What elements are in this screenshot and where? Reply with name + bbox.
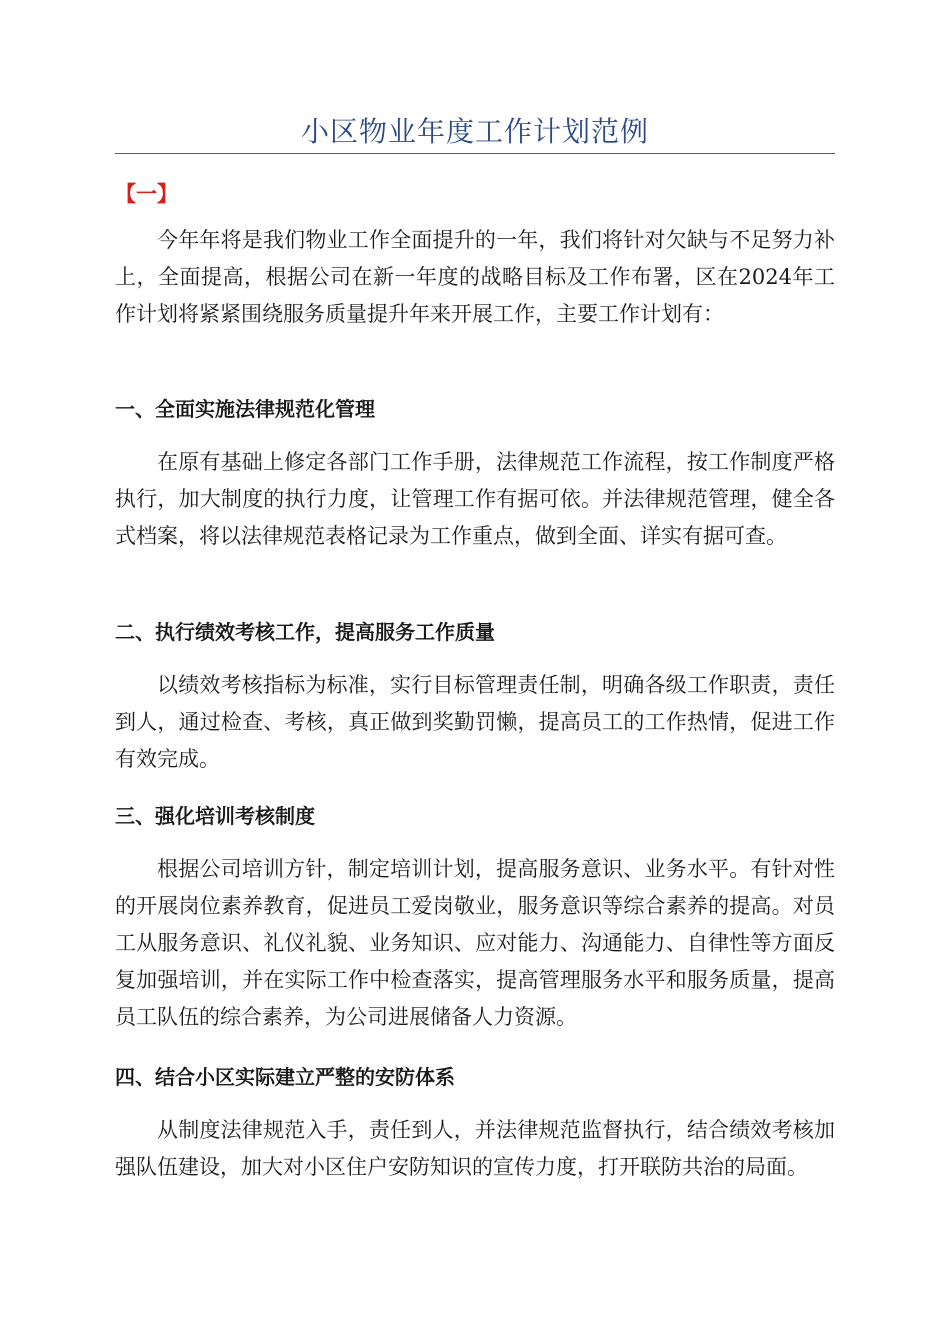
section-heading-1: 一、全面实施法律规范化管理 <box>115 397 375 421</box>
section-paragraph-4: 从制度法律规范入手，责任到人，并法律规范监督执行，结合绩效考核加强队伍建设，加大对小区住户安防知识的宣传力度，打开联防共治的局面。 <box>115 1118 835 1179</box>
title-divider <box>115 153 835 154</box>
section-heading-2: 二、执行绩效考核工作，提高服务工作质量 <box>115 620 495 644</box>
section-marker: 【一】 <box>115 182 178 206</box>
section-paragraph-1: 在原有基础上修定各部门工作手册，法律规范工作流程，按工作制度严格执行，加大制度的执行力度，让管理工作有据可依。并法律规范管理，健全各式档案，将以法律规范表格记录为工作重点，做到全面、详实有据可查。 <box>115 450 835 548</box>
document-title: 小区物业年度工作计划范例 <box>300 115 649 148</box>
intro-paragraph: 今年年将是我们物业工作全面提升的一年，我们将针对欠缺与不足努力补上，全面提高，根据公司在新一年度的战略目标及工作布署，区在2024年工作计划将紧紧围绕服务质量提升年来开展工作，主要工作计划有： <box>115 228 835 326</box>
section-heading-4: 四、结合小区实际建立严整的安防体系 <box>115 1065 455 1089</box>
section-paragraph-3: 根据公司培训方针，制定培训计划，提高服务意识、业务水平。有针对性的开展岗位素养教育，促进员工爱岗敬业，服务意识等综合素养的提高。对员工从服务意识、礼仪礼貌、业务知识、应对能力、沟通能力、自律性等方面反复加强培训，并在实际工作中检查落实，提高管理服务水平和服务质量，提高员工队伍的综合素养，为公司进展储备人力资源。 <box>115 857 835 1029</box>
section-paragraph-2: 以绩效考核指标为标准，实行目标管理责任制，明确各级工作职责，责任到人，通过检查、考核，真正做到奖勤罚懒，提高员工的工作热情，促进工作有效完成。 <box>115 673 835 771</box>
section-heading-3: 三、强化培训考核制度 <box>115 804 315 828</box>
